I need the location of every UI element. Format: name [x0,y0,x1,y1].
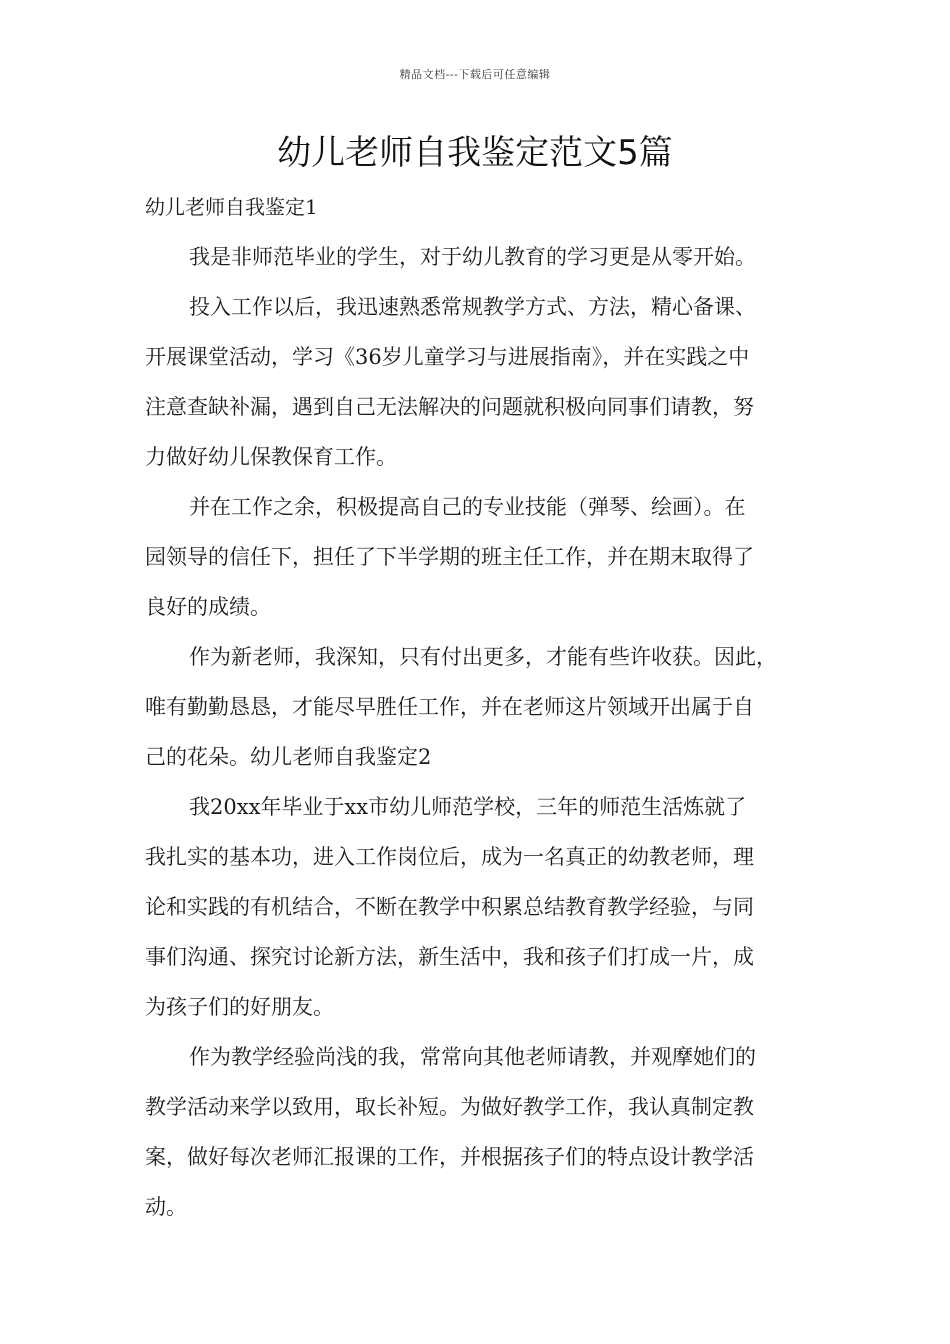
paragraph-line: 开展课堂活动，学习《36岁儿童学习与进展指南》，并在实践之中 [145,345,750,369]
header-note: 精品文档---下载后可任意编辑 [399,68,551,81]
paragraph-line: 投入工作以后，我迅速熟悉常规教学方式、方法，精心备课、 [189,295,756,319]
section-heading: 幼儿老师自我鉴定1 [145,195,318,219]
paragraph-line: 事们沟通、探究讨论新方法，新生活中，我和孩子们打成一片，成 [145,945,754,969]
paragraph-line: 己的花朵。幼儿老师自我鉴定2 [145,745,432,769]
paragraph-line: 为孩子们的好朋友。 [145,995,334,1019]
paragraph-line: 作为教学经验尚浅的我，常常向其他老师请教，并观摩她们的 [189,1045,756,1069]
paragraph-line: 力做好幼儿保教保育工作。 [145,445,397,469]
paragraph-line: 教学活动来学以致用，取长补短。为做好教学工作，我认真制定教 [145,1095,754,1119]
paragraph-line: 作为新老师，我深知，只有付出更多，才能有些许收获。因此， [189,645,777,669]
paragraph-line: 园领导的信任下，担任了下半学期的班主任工作，并在期末取得了 [145,545,754,569]
paragraph-line: 动。 [145,1195,187,1219]
document-title: 幼儿老师自我鉴定范文5篇 [277,133,673,173]
paragraph-line: 论和实践的有机结合，不断在教学中积累总结教育教学经验，与同 [145,895,754,919]
paragraph-line: 注意查缺补漏，遇到自己无法解决的问题就积极向同事们请教，努 [145,395,754,419]
paragraph-line: 我是非师范毕业的学生，对于幼儿教育的学习更是从零开始。 [189,245,756,269]
paragraph-line: 唯有勤勤恳恳，才能尽早胜任工作，并在老师这片领域开出属于自 [145,695,754,719]
document-body [145,182,810,1232]
paragraph-line: 我扎实的基本功，进入工作岗位后，成为一名真正的幼教老师，理 [145,845,754,869]
paragraph-line: 我20xx年毕业于xx市幼儿师范学校，三年的师范生活炼就了 [189,795,747,819]
paragraph-line: 案，做好每次老师汇报课的工作，并根据孩子们的特点设计教学活 [145,1145,754,1169]
paragraph-line: 并在工作之余，积极提高自己的专业技能（弹琴、绘画）。在 [189,495,746,519]
paragraph-line: 良好的成绩。 [145,595,271,619]
